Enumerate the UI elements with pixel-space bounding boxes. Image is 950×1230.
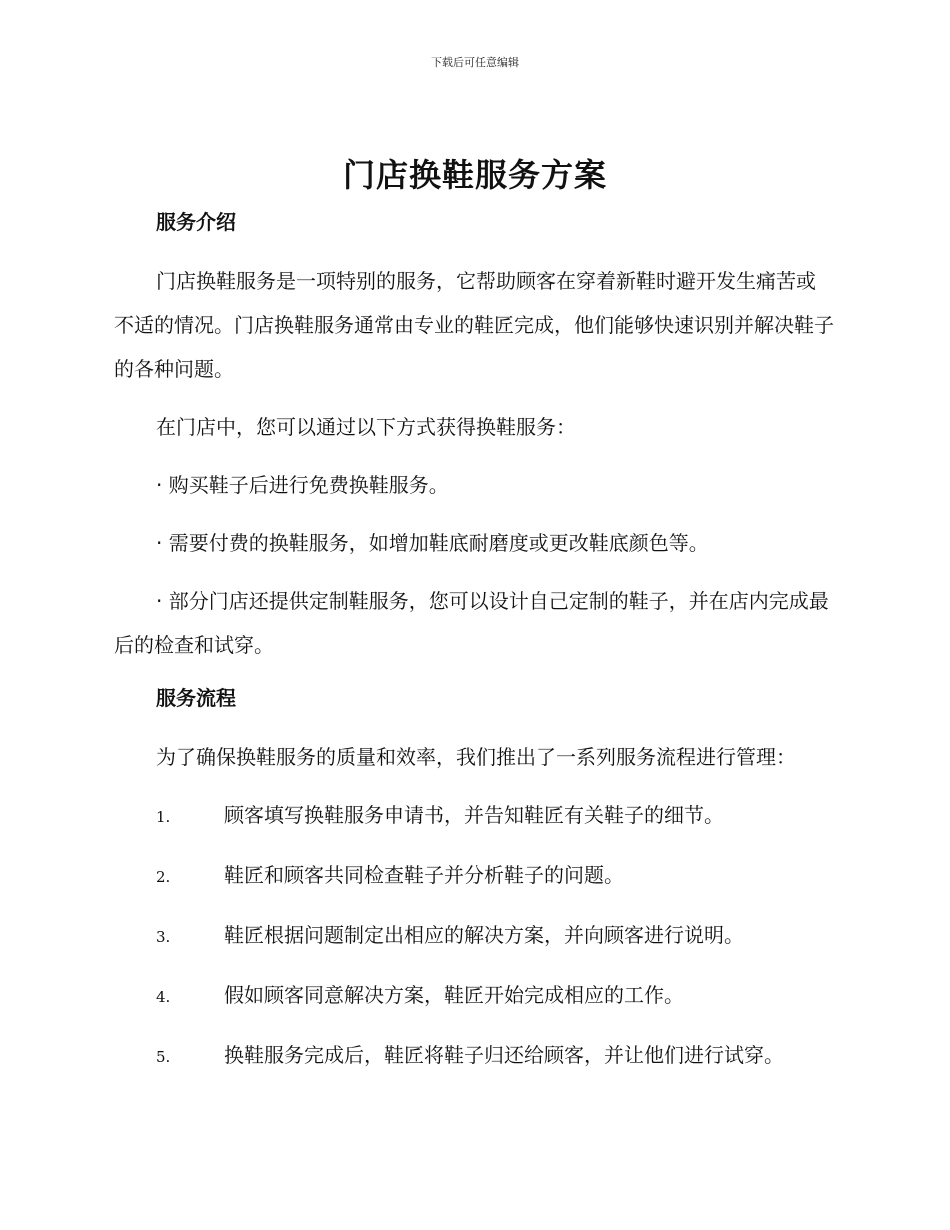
process-step [114, 793, 834, 839]
service-lead-paragraph: 在门店中，您可以通过以下方式获得换鞋服务： [156, 415, 576, 439]
process-step [114, 1033, 834, 1079]
intro-paragraph: 门店换鞋服务是一项特别的服务，它帮助顾客在穿着新鞋时避开发生痛苦或不适的情况。门店换鞋服务通常由专业的鞋匠完成，他们能够快速识别并解决鞋子的各种问题。 [114, 269, 834, 381]
step-text: 顾客填写换鞋服务申请书，并告知鞋匠有关鞋子的细节。 [224, 803, 724, 827]
process-step [114, 973, 834, 1019]
step-number: 4. [156, 988, 171, 1006]
page-header-note: 下载后可任意编辑 [431, 56, 519, 69]
section-heading-service-intro: 服务介绍 [156, 210, 236, 234]
step-number: 1. [156, 808, 171, 826]
document-title: 门店换鞋服务方案 [342, 156, 607, 194]
step-text: 鞋匠和顾客共同检查鞋子并分析鞋子的问题。 [224, 863, 624, 887]
bullet-item: · 部分门店还提供定制鞋服务，您可以设计自己定制的鞋子，并在店内完成最后的检查和试穿。 [114, 589, 829, 657]
step-number: 3. [156, 928, 171, 946]
step-number: 5. [156, 1048, 171, 1066]
bullet-item: · 需要付费的换鞋服务，如增加鞋底耐磨度或更改鞋底颜色等。 [156, 531, 709, 555]
document-body [114, 205, 834, 1079]
bullet-item: · 购买鞋子后进行免费换鞋服务。 [156, 473, 449, 497]
section-heading-service-process: 服务流程 [156, 686, 236, 710]
process-intro-paragraph: 为了确保换鞋服务的质量和效率，我们推出了一系列服务流程进行管理： [156, 745, 796, 769]
step-number: 2. [156, 868, 171, 886]
step-text: 鞋匠根据问题制定出相应的解决方案，并向顾客进行说明。 [224, 923, 744, 947]
step-text: 假如顾客同意解决方案，鞋匠开始完成相应的工作。 [224, 983, 684, 1007]
process-step [114, 913, 834, 959]
process-step [114, 853, 834, 899]
step-text: 换鞋服务完成后，鞋匠将鞋子归还给顾客，并让他们进行试穿。 [224, 1043, 784, 1067]
